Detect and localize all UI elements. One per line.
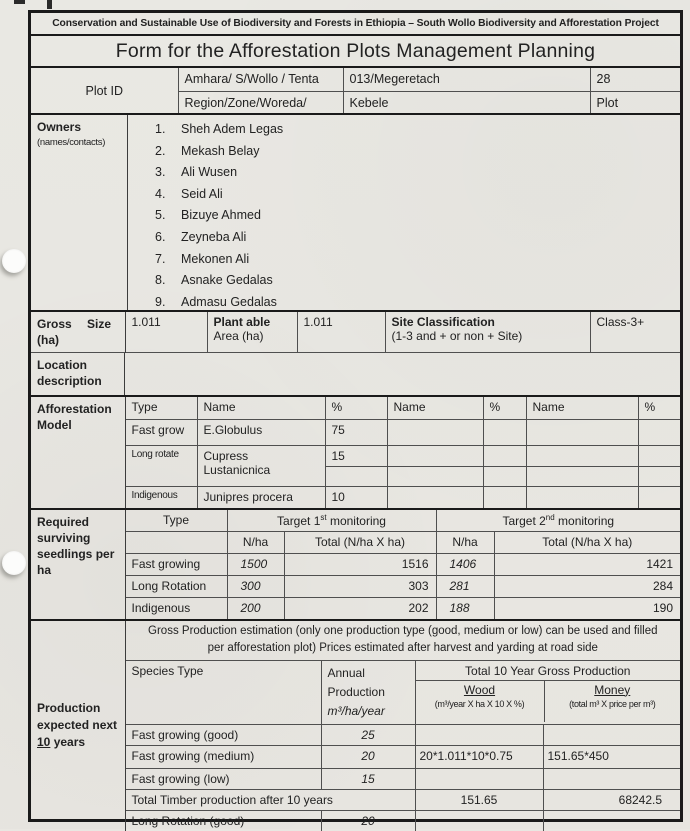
species-type-header: Species Type	[125, 660, 321, 724]
model-row-name-empty	[526, 466, 638, 486]
model-pct-header: %	[638, 397, 680, 419]
production-row-money	[543, 768, 680, 789]
project-banner: Conservation and Sustainable Use of Biodiversity and Forests in Ethiopia – South Wollo Biodiversity and Afforestation Project	[31, 13, 680, 36]
production-row-species: Long Rotation (good)	[125, 810, 321, 831]
seedlings-t2-total: 1421	[494, 554, 680, 576]
model-row-type: Indigenous	[125, 486, 197, 509]
owner-item	[155, 122, 680, 144]
seedlings-t2-total: 284	[494, 576, 680, 598]
model-row-name-empty	[387, 445, 483, 466]
owner-item	[155, 230, 680, 252]
gross-size-label-cell	[31, 312, 125, 353]
target2-base: Target 2	[502, 514, 546, 528]
model-pct-header: %	[325, 397, 387, 419]
owner-number: 7.	[155, 251, 166, 266]
model-type-header: Type	[125, 397, 197, 419]
model-name-header: Name	[526, 397, 638, 419]
seedlings-t1-total: 1516	[284, 554, 436, 576]
model-label-line1: Afforestation	[37, 402, 112, 416]
production-label-10: 10	[37, 735, 51, 749]
model-row-pct: 75	[325, 419, 387, 445]
location-section	[31, 353, 680, 397]
production-row-species: Fast growing (medium)	[125, 745, 321, 768]
seedlings-label-cell	[31, 510, 125, 620]
plot-id-admin-value: Amhara/ S/Wollo / Tenta	[178, 68, 343, 91]
plantable-label: Plant able	[213, 315, 271, 329]
owner-name: Mekonen Ali	[181, 251, 250, 266]
production-row-species: Fast growing (good)	[125, 724, 321, 745]
owner-number: 4.	[155, 186, 166, 201]
model-row-pct-empty	[325, 466, 387, 486]
owner-item	[155, 144, 680, 166]
seedlings-t2-nha: 281	[436, 576, 494, 598]
model-row-pct-empty	[638, 445, 680, 466]
seedlings-label-line2: surviving	[37, 531, 91, 545]
owner-name: Ali Wusen	[181, 165, 238, 180]
site-classification-label: Site Classification	[391, 315, 495, 329]
model-pct-header: %	[483, 397, 526, 419]
model-name-header: Name	[387, 397, 483, 419]
site-classification-sub: (1-3 and + or non + Site)	[391, 329, 523, 343]
seedlings-t1-nha: 1500	[227, 554, 284, 576]
plot-id-kebele-value: 013/Megeretach	[343, 68, 590, 91]
production-row-annual: 25	[321, 724, 415, 745]
wood-subheader: (m³/year X ha X 10 X %)	[434, 698, 525, 709]
gross-size-value: 1.011	[125, 312, 207, 353]
model-row-pct-empty	[638, 486, 680, 509]
owners-section	[31, 115, 680, 312]
production-row-annual: 20	[321, 810, 415, 831]
seedlings-row-type: Fast growing	[125, 554, 227, 576]
production-note	[125, 621, 680, 661]
owner-name: Mekash Belay	[181, 143, 260, 158]
model-row-pct-empty	[638, 466, 680, 486]
total-header: Total (N/ha X ha)	[494, 532, 680, 554]
form-table	[28, 10, 683, 828]
production-row-wood	[415, 768, 543, 789]
seedlings-t1-total: 202	[284, 598, 436, 620]
production-section	[31, 621, 680, 831]
production-label-line1: Production	[37, 701, 101, 715]
target2-rest: monitoring	[554, 514, 615, 528]
seedlings-label-line3: seedlings per	[37, 547, 115, 561]
target2-monitoring-header	[436, 510, 680, 532]
punch-hole-bottom	[2, 551, 26, 575]
location-label-line2: description	[37, 374, 102, 388]
total-timber-label: Total Timber production after 10 years	[125, 789, 415, 810]
model-row-name-empty	[526, 419, 638, 445]
owner-name: Zeyneba Ali	[181, 229, 247, 244]
model-row-name	[197, 445, 325, 486]
model-row-type: Fast grow	[125, 419, 197, 445]
owners-list	[128, 115, 680, 310]
seedlings-t1-nha: 200	[227, 598, 284, 620]
plot-id-section	[31, 68, 680, 115]
seedlings-label-line1: Required	[37, 515, 90, 529]
owner-name: Admasu Gedalas	[181, 294, 277, 309]
seedlings-row-type: Long Rotation	[125, 576, 227, 598]
production-note-line1: Gross Production estimation (only one production type (good, medium or low) can be used and filled	[148, 624, 658, 637]
total-timber-wood: 151.65	[415, 789, 543, 810]
plantable-unit: Area (ha)	[213, 329, 264, 343]
owners-label-cell	[31, 115, 128, 310]
seedlings-type-header: Type	[125, 510, 227, 532]
owner-number: 6.	[155, 229, 166, 244]
owner-number: 3.	[155, 165, 166, 180]
owner-number: 1.	[155, 122, 166, 136]
seedlings-t2-nha: 1406	[436, 554, 494, 576]
annual-header-line1: Annual	[327, 665, 365, 680]
seedlings-t2-total: 190	[652, 601, 674, 615]
model-label-line2: Model	[37, 418, 72, 432]
owner-number: 2.	[155, 143, 166, 158]
production-row-money: 151.65*450	[543, 745, 680, 768]
total-10yr-header: Total 10 Year Gross Production	[416, 661, 681, 681]
seedlings-type-header-empty	[125, 532, 227, 554]
money-subheader: (total m³ X price per m³)	[569, 698, 656, 709]
site-classification-cell	[385, 312, 590, 353]
production-row-annual: 15	[321, 768, 415, 789]
owner-item	[155, 295, 680, 317]
production-label-cell	[31, 621, 125, 831]
seedlings-section	[31, 510, 680, 621]
owner-number: 8.	[155, 273, 166, 288]
plantable-label-cell	[207, 312, 297, 353]
model-row-name-empty	[387, 466, 483, 486]
owner-item	[155, 273, 680, 295]
scan-artifact	[14, 0, 25, 4]
owner-item	[155, 252, 680, 274]
target1-rest: monitoring	[326, 514, 386, 528]
plot-id-label: Plot ID	[31, 68, 178, 114]
seedlings-t1-total: 303	[284, 576, 436, 598]
annual-header-line2: Production	[327, 684, 385, 699]
model-row-name-empty	[387, 419, 483, 445]
model-name-line1: Cupress	[203, 448, 249, 463]
gross-label-word1: Gross	[37, 317, 72, 331]
owners-sublabel: (names/contacts)	[37, 137, 106, 148]
model-row-pct-empty	[483, 466, 526, 486]
total-timber-money: 68242.5	[543, 789, 680, 810]
total-header: Total (N/ha X ha)	[284, 532, 436, 554]
owners-label: Owners	[37, 120, 82, 134]
plot-id-plot-value: 28	[590, 68, 680, 91]
target1-sup: st	[320, 513, 327, 522]
model-row-name-empty	[526, 445, 638, 466]
owner-item	[155, 187, 680, 209]
production-label-line2: expected next	[37, 718, 118, 732]
gross-size-section	[31, 312, 680, 353]
afforestation-model-section	[31, 397, 680, 510]
production-row-wood	[415, 724, 543, 745]
production-row-wood: 20*1.011*10*0.75	[415, 745, 543, 768]
owner-name: Bizuye Ahmed	[181, 208, 261, 223]
owner-number: 9.	[155, 294, 166, 309]
target2-sup: nd	[545, 513, 555, 522]
form-title: Form for the Afforestation Plots Management Planning	[31, 36, 680, 68]
wood-header: Wood	[463, 682, 496, 697]
owner-item	[155, 208, 680, 230]
wood-header-cell	[416, 681, 544, 722]
model-row-pct-empty	[638, 419, 680, 445]
production-note-line2: per afforestation plot) Prices estimated after harvest and yarding at road side	[207, 641, 598, 654]
owner-name: Sheh Adem Legas	[181, 122, 284, 136]
model-row-pct-empty	[483, 419, 526, 445]
target1-monitoring-header	[227, 510, 436, 532]
model-row-pct-empty	[483, 486, 526, 509]
production-row-wood	[415, 810, 543, 831]
site-classification-value: Class-3+	[596, 315, 645, 329]
plot-id-admin-label: Region/Zone/Woreda/	[178, 91, 343, 114]
money-header: Money	[594, 682, 631, 697]
model-row-name-empty	[387, 486, 483, 509]
annual-header-unit: m³/ha/year	[327, 703, 385, 718]
owner-item	[155, 165, 680, 187]
nha-header: N/ha	[227, 532, 284, 554]
gross-label-word2: Size	[86, 317, 111, 331]
money-header-cell	[544, 681, 681, 722]
target1-base: Target 1	[277, 514, 321, 528]
production-row-species: Fast growing (low)	[125, 768, 321, 789]
model-label-cell	[31, 397, 125, 509]
production-row-money	[543, 724, 680, 745]
model-row-pct: 10	[325, 486, 387, 509]
seedlings-row-type: Indigenous	[125, 598, 227, 620]
location-label-cell	[31, 353, 125, 395]
production-row-annual: 20	[321, 745, 415, 768]
plot-id-kebele-label: Kebele	[343, 91, 590, 114]
annual-production-header	[321, 660, 415, 724]
gross-label-unit: (ha)	[37, 333, 59, 347]
owner-name: Seid Ali	[181, 186, 223, 201]
owner-number: 5.	[155, 208, 166, 223]
production-label-line3	[37, 734, 121, 751]
location-label-line1: Location	[37, 358, 87, 372]
total-10yr-header-cell	[415, 660, 680, 724]
model-row-name-empty	[526, 486, 638, 509]
model-row-pct-empty	[483, 445, 526, 466]
model-name-header: Name	[197, 397, 325, 419]
owner-name: Asnake Gedalas	[181, 273, 273, 288]
plantable-value: 1.011	[297, 312, 385, 353]
punch-hole-top	[2, 249, 26, 273]
seedlings-t2-nha: 188	[436, 598, 494, 620]
seedlings-t1-nha: 300	[227, 576, 284, 598]
model-row-name: E.Globulus	[197, 419, 325, 445]
model-name-line2: Lustanicnica	[203, 462, 271, 477]
seedlings-label-line4: ha	[37, 563, 52, 577]
model-row-pct: 15	[325, 445, 387, 466]
model-row-name: Junipres procera	[197, 486, 325, 509]
plot-id-plot-label: Plot	[596, 95, 619, 110]
scan-artifact	[47, 0, 52, 9]
production-row-money	[543, 810, 680, 831]
nha-header: N/ha	[436, 532, 494, 554]
model-row-type: Long rotate	[125, 445, 197, 486]
production-label-years: years	[50, 735, 86, 749]
